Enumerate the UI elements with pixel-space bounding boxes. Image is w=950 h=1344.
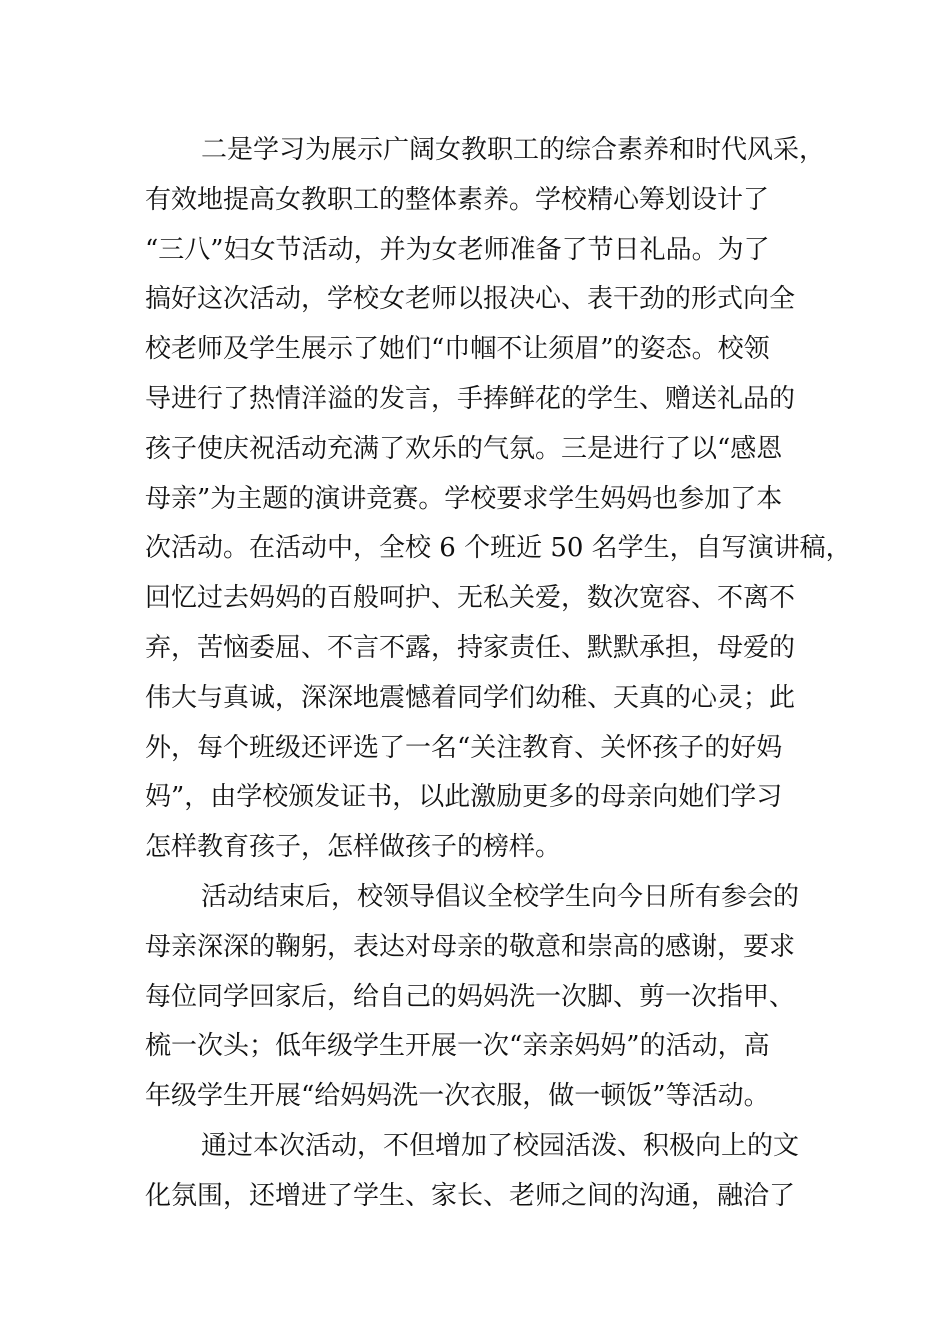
text-line: 搞好这次活动，学校女老师以报决心、表干劲的形式向全 [145,284,796,315]
text-line: 化氛围，还增进了学生、家长、老师之间的沟通，融洽了 [145,1180,796,1211]
text-line: 校老师及学生展示了她们“巾帼不让须眉”的姿态。校领 [145,334,770,365]
text-line: 妈”，由学校颁发证书，以此激励更多的母亲向她们学习 [145,782,783,813]
text-line: 母亲”为主题的演讲竞赛。学校要求学生妈妈也参加了本 [145,483,783,514]
text-line: 外，每个班级还评选了一名“关注教育、关怀孩子的好妈 [145,732,783,763]
text-line: 母亲深深的鞠躬，表达对母亲的敬意和崇高的感谢，要求 [145,931,796,962]
text-line: 有效地提高女教职工的整体素养。学校精心筹划设计了 [145,184,770,215]
paragraph-3 [145,1122,810,1222]
text-line: 年级学生开展“给妈妈洗一次衣服，做一顿饭”等活动。 [145,1081,770,1112]
text-line: 孩子使庆祝活动充满了欢乐的气氛。三是进行了以“感恩 [145,433,783,464]
text-line: 回忆过去妈妈的百般呵护、无私关爱，数次宽容、不离不 [145,583,796,614]
text-line: 次活动。在活动中，全校 6 个班近 50 名学生，自写演讲稿， [145,533,852,564]
text-line: 伟大与真诚，深深地震憾着同学们幼稚、天真的心灵；此 [145,682,796,713]
body-text [145,126,852,1222]
text-line: 弃，苦恼委屈、不言不露，持家责任、默默承担，母爱的 [145,632,796,663]
text-line: 通过本次活动，不但增加了校园活泼、积极向上的文 [201,1130,800,1161]
text-line: 活动结束后，校领导倡议全校学生向今日所有参会的 [201,881,800,912]
paragraph-2 [145,873,810,1122]
paragraph-1 [145,126,852,873]
text-line: 怎样教育孩子，怎样做孩子的榜样。 [145,832,562,863]
text-line: 导进行了热情洋溢的发言，手捧鲜花的学生、赠送礼品的 [145,383,796,414]
text-line: 梳一次头；低年级学生开展一次“亲亲妈妈”的活动，高 [145,1031,770,1062]
text-line: “三八”妇女节活动，并为女老师准备了节日礼品。为了 [145,234,770,265]
text-line: 二是学习为展示广阔女教职工的综合素养和时代风采， [201,135,826,165]
text-line: 每位同学回家后，给自己的妈妈洗一次脚、剪一次指甲、 [145,981,796,1012]
